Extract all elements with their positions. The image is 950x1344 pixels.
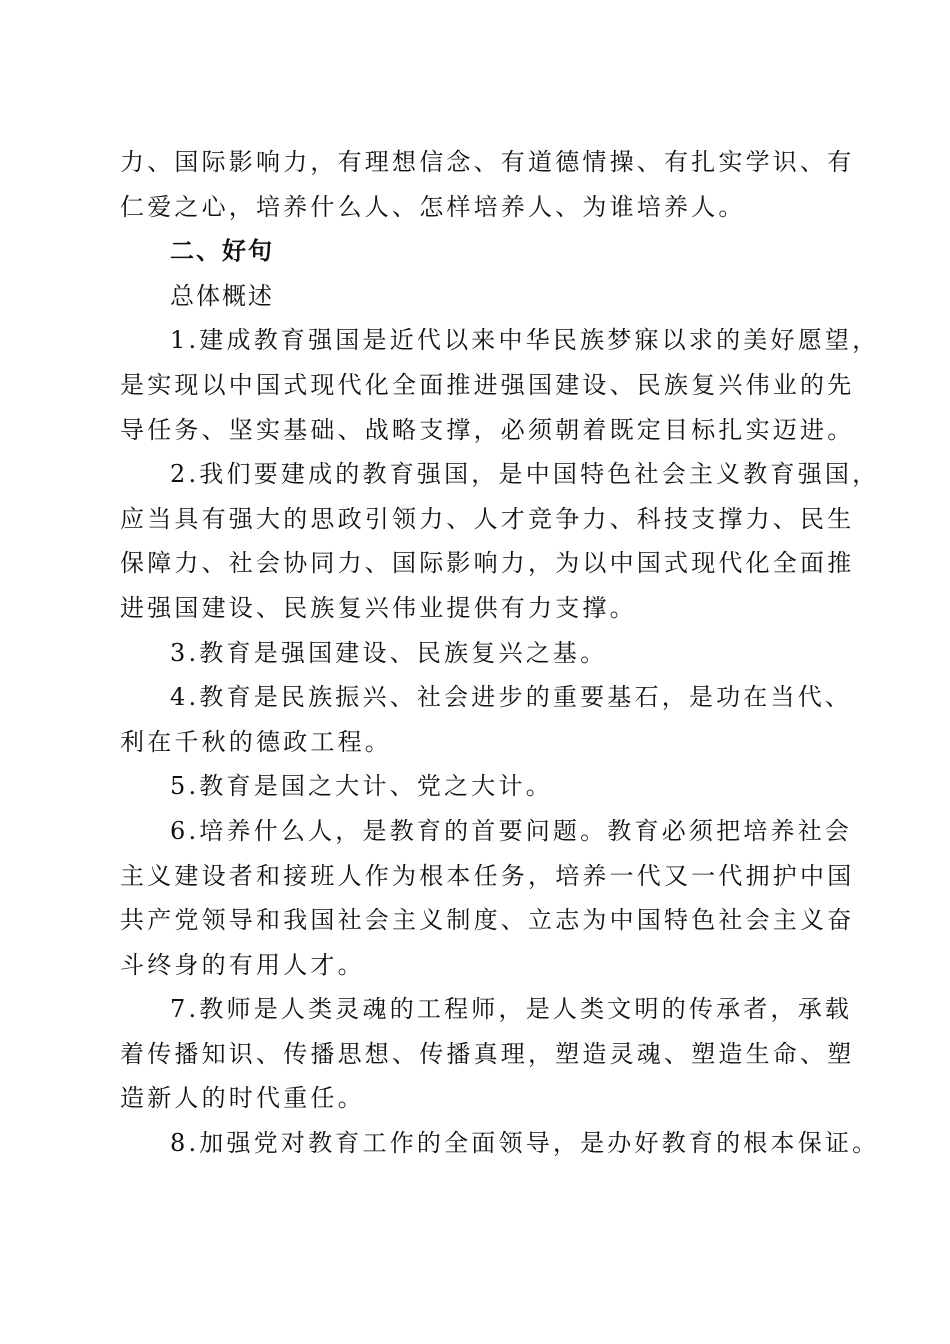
list-item xyxy=(120,318,880,452)
item-line: 保障力、社会协同力、国际影响力，为以中国式现代化全面推 xyxy=(120,549,855,578)
list-item xyxy=(120,987,855,1121)
list-item xyxy=(120,631,832,676)
item-line: 导任务、坚实基础、战略支撑，必须朝着既定目标扎实迈进。 xyxy=(120,415,855,444)
item-line: 着传播知识、传播思想、传播真理，塑造灵魂、塑造生命、塑 xyxy=(120,1039,855,1068)
item-line: 5.教育是国之大计、党之大计。 xyxy=(170,772,553,801)
continuation-line: 力、国际影响力，有理想信念、有道德情操、有扎实学识、有 xyxy=(120,148,855,176)
item-line: 7.教师是人类灵魂的工程师，是人类文明的传承者，承载 xyxy=(170,995,853,1024)
item-line: 造新人的时代重任。 xyxy=(120,1084,365,1113)
continuation-line: 仁爱之心，培养什么人、怎样培养人、为谁培养人。 xyxy=(120,192,746,221)
list-item xyxy=(120,452,880,630)
item-line: 主义建设者和接班人作为根本任务，培养一代又一代拥护中国 xyxy=(120,861,855,890)
item-line: 应当具有强大的思政引领力、人才竞争力、科技支撑力、民生 xyxy=(120,504,855,533)
item-line: 4.教育是民族振兴、社会进步的重要基石，是功在当代、 xyxy=(170,683,853,712)
item-line: 是实现以中国式现代化全面推进强国建设、民族复兴伟业的先 xyxy=(120,370,855,399)
list-item xyxy=(120,675,853,764)
list-item xyxy=(120,809,855,987)
item-line: 3.教育是强国建设、民族复兴之基。 xyxy=(170,638,608,667)
item-line: 8.加强党对教育工作的全面领导，是办好教育的根本保证。 xyxy=(170,1129,880,1158)
item-line: 6.培养什么人，是教育的首要问题。教育必须把培养社会 xyxy=(170,816,853,845)
list-item xyxy=(120,1121,880,1166)
document-body xyxy=(120,140,880,1166)
item-line: 1.建成教育强国是近代以来中华民族梦寐以求的美好愿望， xyxy=(170,326,880,355)
item-line: 进强国建设、民族复兴伟业提供有力支撑。 xyxy=(120,593,637,622)
item-line: 斗终身的有用人才。 xyxy=(120,950,365,979)
item-line: 共产党领导和我国社会主义制度、立志为中国特色社会主义奋 xyxy=(120,906,855,935)
subsection-heading: 总体概述 xyxy=(170,281,274,310)
list-item xyxy=(120,764,832,809)
item-line: 2.我们要建成的教育强国，是中国特色社会主义教育强国， xyxy=(170,460,880,489)
item-line: 利在千秋的德政工程。 xyxy=(120,727,392,756)
section-heading: 二、好句 xyxy=(170,237,274,266)
